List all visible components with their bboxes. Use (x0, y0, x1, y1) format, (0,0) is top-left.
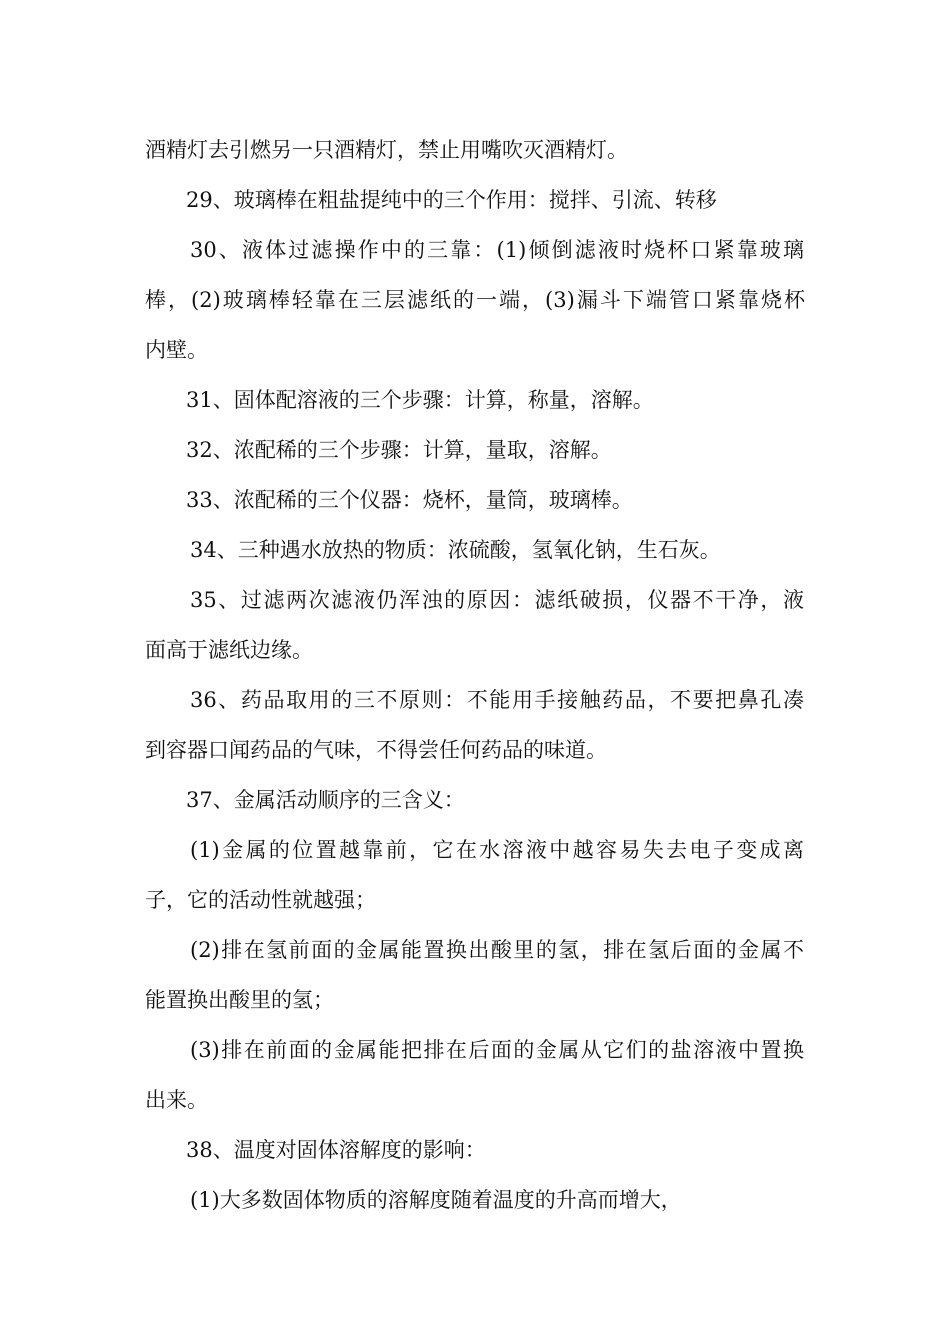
text-line: 酒精灯去引燃另一只酒精灯，禁止用嘴吹灭酒精灯。 (145, 138, 628, 162)
text-line: 内壁。 (145, 338, 208, 362)
text-line: 38、温度对固体溶解度的影响： (186, 1138, 486, 1162)
text-line: 33、浓配稀的三个仪器：烧杯，量筒，玻璃棒。 (186, 488, 633, 512)
text-line: (2)排在氢前面的金属能置换出酸里的氢，排在氢后面的金属不 (190, 938, 804, 962)
text-line: 31、固体配溶液的三个步骤：计算，称量，溶解。 (186, 388, 654, 412)
text-line: (1)大多数固体物质的溶解度随着温度的升高而增大， (190, 1188, 682, 1212)
text-line: 36、药品取用的三不原则：不能用手接触药品，不要把鼻孔凑 (190, 688, 804, 712)
text-line: 子，它的活动性就越强； (145, 888, 376, 912)
text-line: 棒，(2)玻璃棒轻靠在三层滤纸的一端，(3)漏斗下端管口紧靠烧杯 (145, 288, 805, 312)
text-line: 34、三种遇水放热的物质：浓硫酸，氢氧化钠，生石灰。 (190, 538, 721, 562)
text-line: 35、过滤两次滤液仍浑浊的原因：滤纸破损，仪器不干净，液 (190, 588, 804, 612)
text-line: 出来。 (145, 1088, 208, 1112)
text-line: 30、液体过滤操作中的三靠：(1)倾倒滤液时烧杯口紧靠玻璃 (190, 238, 804, 262)
text-line: 29、玻璃棒在粗盐提纯中的三个作用：搅拌、引流、转移 (186, 188, 717, 212)
text-line: 到容器口闻药品的气味，不得尝任何药品的味道。 (145, 738, 607, 762)
text-line: 面高于滤纸边缘。 (145, 638, 313, 662)
text-line: (3)排在前面的金属能把排在后面的金属从它们的盐溶液中置换 (190, 1038, 804, 1062)
text-line: (1)金属的位置越靠前，它在水溶液中越容易失去电子变成离 (190, 838, 804, 862)
text-line: 能置换出酸里的氢； (145, 988, 334, 1012)
text-line: 32、浓配稀的三个步骤：计算，量取，溶解。 (186, 438, 612, 462)
text-line: 37、金属活动顺序的三含义： (186, 788, 465, 812)
